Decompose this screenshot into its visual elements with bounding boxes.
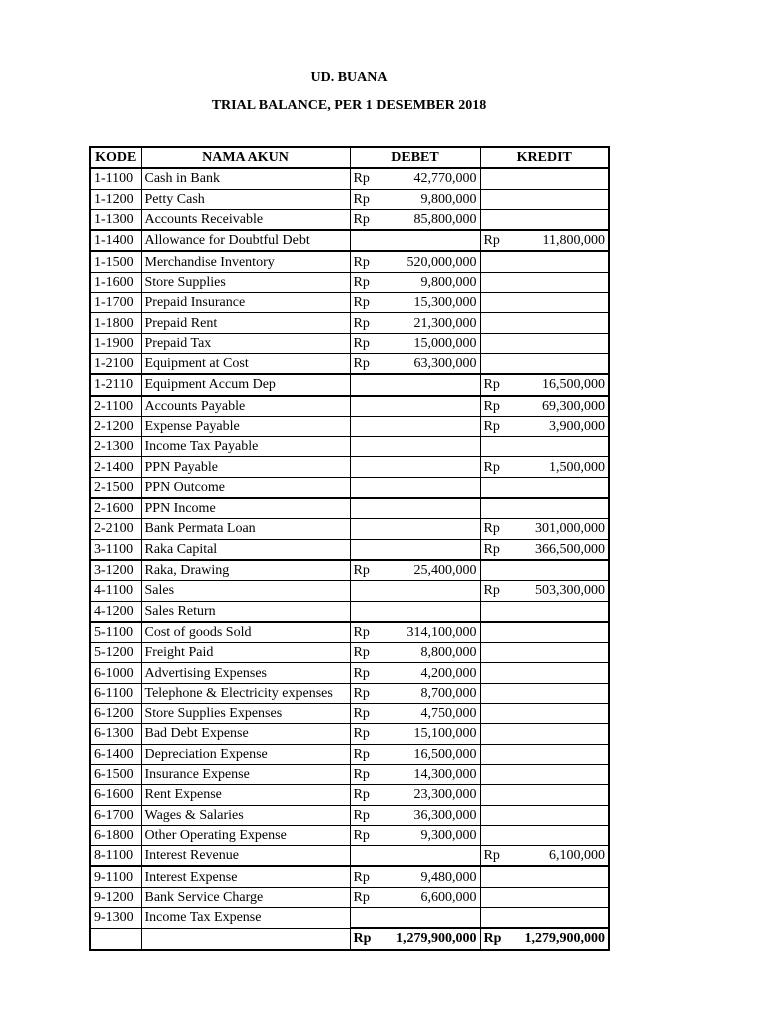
kredit-currency [480, 764, 518, 784]
account-code: 6-1700 [90, 805, 141, 825]
account-code: 4-1200 [90, 601, 141, 622]
debet-currency [350, 519, 390, 539]
header-kredit: KREDIT [480, 147, 609, 168]
kredit-currency: Rp [480, 539, 518, 560]
account-name: Allowance for Doubtful Debt [141, 230, 350, 251]
debet-currency: Rp [350, 744, 390, 764]
kredit-amount [518, 887, 609, 907]
debet-currency [350, 581, 390, 601]
debet-currency [350, 477, 390, 498]
account-code: 6-1000 [90, 663, 141, 683]
account-code: 6-1600 [90, 785, 141, 805]
kredit-amount [518, 333, 609, 353]
debet-currency: Rp [350, 189, 390, 209]
account-name: Accounts Receivable [141, 209, 350, 230]
debet-currency [350, 437, 390, 457]
debet-currency [350, 396, 390, 417]
debet-amount [390, 581, 480, 601]
kredit-amount [518, 189, 609, 209]
account-name: Interest Expense [141, 866, 350, 887]
table-row [90, 866, 609, 887]
debet-amount: 4,200,000 [390, 663, 480, 683]
table-row [90, 230, 609, 251]
kredit-currency [480, 744, 518, 764]
table-row [90, 251, 609, 272]
debet-amount: 15,100,000 [390, 724, 480, 744]
table-row [90, 560, 609, 581]
account-name: Wages & Salaries [141, 805, 350, 825]
kredit-currency: Rp [480, 230, 518, 251]
table-row [90, 272, 609, 292]
account-code: 2-1400 [90, 457, 141, 477]
debet-currency [350, 846, 390, 867]
account-code: 6-1300 [90, 724, 141, 744]
debet-amount [390, 477, 480, 498]
table-row [90, 498, 609, 519]
header-debet: DEBET [350, 147, 480, 168]
account-code: 9-1100 [90, 866, 141, 887]
kredit-amount: 301,000,000 [518, 519, 609, 539]
kredit-currency [480, 825, 518, 845]
debet-currency [350, 230, 390, 251]
table-row [90, 887, 609, 907]
table-row [90, 581, 609, 601]
kredit-amount [518, 866, 609, 887]
debet-amount: 4,750,000 [390, 704, 480, 724]
kredit-currency [480, 887, 518, 907]
table-header-row [90, 147, 609, 168]
kredit-currency [480, 785, 518, 805]
kredit-currency: Rp [480, 396, 518, 417]
debet-currency: Rp [350, 209, 390, 230]
table-row [90, 825, 609, 845]
account-name: Bank Service Charge [141, 887, 350, 907]
debet-currency: Rp [350, 560, 390, 581]
debet-amount [390, 519, 480, 539]
kredit-amount [518, 498, 609, 519]
account-name: Sales Return [141, 601, 350, 622]
account-code: 1-1200 [90, 189, 141, 209]
account-code: 2-1500 [90, 477, 141, 498]
table-row [90, 189, 609, 209]
kredit-amount [518, 724, 609, 744]
account-name: Prepaid Tax [141, 333, 350, 353]
account-code: 6-1200 [90, 704, 141, 724]
kredit-amount: 69,300,000 [518, 396, 609, 417]
debet-amount: 9,800,000 [390, 189, 480, 209]
total-row [90, 928, 609, 949]
debet-currency [350, 498, 390, 519]
account-code: 3-1100 [90, 539, 141, 560]
kredit-currency [480, 168, 518, 189]
kredit-currency [480, 866, 518, 887]
kredit-amount [518, 704, 609, 724]
account-name: Accounts Payable [141, 396, 350, 417]
kredit-currency [480, 209, 518, 230]
table-row [90, 437, 609, 457]
debet-currency [350, 416, 390, 436]
kredit-amount [518, 825, 609, 845]
kredit-currency [480, 724, 518, 744]
total-kode-cell [90, 928, 141, 949]
table-row [90, 764, 609, 784]
debet-amount [390, 416, 480, 436]
account-name: Advertising Expenses [141, 663, 350, 683]
kredit-currency [480, 251, 518, 272]
account-code: 6-1400 [90, 744, 141, 764]
table-row [90, 622, 609, 643]
kredit-amount [518, 805, 609, 825]
kredit-currency [480, 293, 518, 313]
debet-currency [350, 374, 390, 395]
kredit-currency [480, 704, 518, 724]
table-row [90, 333, 609, 353]
account-code: 1-1900 [90, 333, 141, 353]
total-debet-amount: 1,279,900,000 [390, 928, 480, 949]
kredit-amount: 366,500,000 [518, 539, 609, 560]
account-code: 6-1800 [90, 825, 141, 845]
table-row [90, 353, 609, 374]
kredit-currency [480, 189, 518, 209]
debet-amount: 36,300,000 [390, 805, 480, 825]
account-name: Interest Revenue [141, 846, 350, 867]
debet-amount: 6,600,000 [390, 887, 480, 907]
debet-amount [390, 230, 480, 251]
account-code: 1-1300 [90, 209, 141, 230]
kredit-currency [480, 560, 518, 581]
kredit-amount [518, 907, 609, 928]
table-row [90, 457, 609, 477]
kredit-currency [480, 333, 518, 353]
kredit-amount [518, 744, 609, 764]
table-row [90, 907, 609, 928]
debet-amount [390, 601, 480, 622]
table-row [90, 477, 609, 498]
account-code: 8-1100 [90, 846, 141, 867]
table-row [90, 416, 609, 436]
table-row [90, 168, 609, 189]
kredit-currency [480, 601, 518, 622]
account-name: Equipment at Cost [141, 353, 350, 374]
account-code: 2-1200 [90, 416, 141, 436]
debet-amount: 23,300,000 [390, 785, 480, 805]
debet-currency: Rp [350, 313, 390, 333]
kredit-amount [518, 477, 609, 498]
debet-amount: 63,300,000 [390, 353, 480, 374]
debet-amount: 16,500,000 [390, 744, 480, 764]
kredit-currency [480, 622, 518, 643]
debet-amount [390, 457, 480, 477]
kredit-amount: 3,900,000 [518, 416, 609, 436]
account-code: 5-1100 [90, 622, 141, 643]
kredit-amount [518, 560, 609, 581]
account-code: 2-1100 [90, 396, 141, 417]
debet-amount [390, 907, 480, 928]
account-name: Prepaid Rent [141, 313, 350, 333]
debet-currency: Rp [350, 353, 390, 374]
kredit-currency [480, 907, 518, 928]
kredit-currency [480, 313, 518, 333]
debet-amount: 15,300,000 [390, 293, 480, 313]
account-name: Raka Capital [141, 539, 350, 560]
account-code: 1-2100 [90, 353, 141, 374]
account-code: 2-1300 [90, 437, 141, 457]
debet-amount: 85,800,000 [390, 209, 480, 230]
debet-amount [390, 396, 480, 417]
account-name: Telephone & Electricity expenses [141, 683, 350, 703]
table-row [90, 313, 609, 333]
debet-amount [390, 539, 480, 560]
debet-currency [350, 601, 390, 622]
kredit-amount: 16,500,000 [518, 374, 609, 395]
account-name: PPN Income [141, 498, 350, 519]
account-name: Merchandise Inventory [141, 251, 350, 272]
debet-amount: 9,480,000 [390, 866, 480, 887]
kredit-currency: Rp [480, 519, 518, 539]
account-name: Income Tax Expense [141, 907, 350, 928]
kredit-amount [518, 251, 609, 272]
account-name: Other Operating Expense [141, 825, 350, 845]
debet-currency: Rp [350, 887, 390, 907]
table-row [90, 519, 609, 539]
account-name: Income Tax Payable [141, 437, 350, 457]
debet-currency: Rp [350, 272, 390, 292]
debet-currency: Rp [350, 866, 390, 887]
kredit-currency [480, 353, 518, 374]
table-row [90, 724, 609, 744]
debet-amount [390, 437, 480, 457]
trial-balance-table [89, 146, 610, 951]
account-name: Prepaid Insurance [141, 293, 350, 313]
table-row [90, 805, 609, 825]
debet-amount: 520,000,000 [390, 251, 480, 272]
table-row [90, 643, 609, 663]
table-row [90, 785, 609, 805]
account-name: Cash in Bank [141, 168, 350, 189]
debet-currency [350, 539, 390, 560]
account-code: 1-1500 [90, 251, 141, 272]
kredit-amount [518, 353, 609, 374]
debet-currency: Rp [350, 663, 390, 683]
table-row [90, 683, 609, 703]
debet-amount [390, 846, 480, 867]
kredit-currency [480, 272, 518, 292]
kredit-currency [480, 805, 518, 825]
account-code: 6-1100 [90, 683, 141, 703]
account-name: Store Supplies [141, 272, 350, 292]
kredit-amount [518, 622, 609, 643]
table-row [90, 601, 609, 622]
account-name: Bad Debt Expense [141, 724, 350, 744]
kredit-amount [518, 663, 609, 683]
kredit-currency: Rp [480, 457, 518, 477]
kredit-currency: Rp [480, 581, 518, 601]
account-code: 2-2100 [90, 519, 141, 539]
debet-amount: 42,770,000 [390, 168, 480, 189]
total-debet-currency: Rp [350, 928, 390, 949]
kredit-amount [518, 601, 609, 622]
table-row [90, 539, 609, 560]
debet-amount: 25,400,000 [390, 560, 480, 581]
table-row [90, 209, 609, 230]
account-code: 1-1100 [90, 168, 141, 189]
account-name: Raka, Drawing [141, 560, 350, 581]
account-name: Insurance Expense [141, 764, 350, 784]
debet-amount: 15,000,000 [390, 333, 480, 353]
kredit-currency [480, 498, 518, 519]
kredit-amount [518, 168, 609, 189]
table-row [90, 846, 609, 867]
account-code: 1-1600 [90, 272, 141, 292]
account-name: Sales [141, 581, 350, 601]
table-row [90, 396, 609, 417]
kredit-currency [480, 643, 518, 663]
account-code: 1-2110 [90, 374, 141, 395]
kredit-currency [480, 663, 518, 683]
kredit-currency: Rp [480, 416, 518, 436]
kredit-amount [518, 643, 609, 663]
kredit-amount: 6,100,000 [518, 846, 609, 867]
debet-currency: Rp [350, 764, 390, 784]
kredit-amount [518, 764, 609, 784]
kredit-currency [480, 477, 518, 498]
kredit-currency [480, 437, 518, 457]
account-name: Petty Cash [141, 189, 350, 209]
debet-currency: Rp [350, 724, 390, 744]
kredit-amount [518, 272, 609, 292]
kredit-amount: 11,800,000 [518, 230, 609, 251]
account-code: 5-1200 [90, 643, 141, 663]
account-name: Store Supplies Expenses [141, 704, 350, 724]
kredit-currency: Rp [480, 846, 518, 867]
kredit-currency: Rp [480, 374, 518, 395]
total-nama-cell [141, 928, 350, 949]
company-name: UD. BUANA [310, 70, 388, 85]
debet-amount [390, 498, 480, 519]
debet-amount: 314,100,000 [390, 622, 480, 643]
debet-currency: Rp [350, 683, 390, 703]
kredit-amount [518, 785, 609, 805]
table-row [90, 744, 609, 764]
debet-currency [350, 457, 390, 477]
total-kredit-currency: Rp [480, 928, 518, 949]
total-kredit-amount: 1,279,900,000 [518, 928, 609, 949]
kredit-amount [518, 209, 609, 230]
debet-amount: 14,300,000 [390, 764, 480, 784]
table-row [90, 374, 609, 395]
kredit-amount: 1,500,000 [518, 457, 609, 477]
account-code: 2-1600 [90, 498, 141, 519]
debet-currency: Rp [350, 825, 390, 845]
debet-amount: 8,800,000 [390, 643, 480, 663]
kredit-amount [518, 293, 609, 313]
table-row [90, 663, 609, 683]
header-kode: KODE [90, 147, 141, 168]
kredit-amount [518, 313, 609, 333]
account-code: 4-1100 [90, 581, 141, 601]
account-name: PPN Payable [141, 457, 350, 477]
kredit-amount [518, 683, 609, 703]
debet-amount: 9,800,000 [390, 272, 480, 292]
account-name: Cost of goods Sold [141, 622, 350, 643]
debet-currency: Rp [350, 168, 390, 189]
debet-currency: Rp [350, 805, 390, 825]
table-body [90, 168, 609, 928]
account-code: 3-1200 [90, 560, 141, 581]
account-code: 9-1300 [90, 907, 141, 928]
account-code: 1-1400 [90, 230, 141, 251]
debet-currency: Rp [350, 704, 390, 724]
account-name: Bank Permata Loan [141, 519, 350, 539]
debet-currency: Rp [350, 293, 390, 313]
account-name: Depreciation Expense [141, 744, 350, 764]
kredit-currency [480, 683, 518, 703]
debet-currency [350, 907, 390, 928]
debet-currency: Rp [350, 785, 390, 805]
debet-currency: Rp [350, 622, 390, 643]
account-code: 9-1200 [90, 887, 141, 907]
account-name: Rent Expense [141, 785, 350, 805]
account-name: Expense Payable [141, 416, 350, 436]
debet-amount: 21,300,000 [390, 313, 480, 333]
debet-amount: 9,300,000 [390, 825, 480, 845]
account-name: Freight Paid [141, 643, 350, 663]
debet-currency: Rp [350, 251, 390, 272]
kredit-amount: 503,300,000 [518, 581, 609, 601]
kredit-amount [518, 437, 609, 457]
account-code: 1-1700 [90, 293, 141, 313]
table-row [90, 704, 609, 724]
account-name: Equipment Accum Dep [141, 374, 350, 395]
debet-currency: Rp [350, 333, 390, 353]
account-code: 6-1500 [90, 764, 141, 784]
debet-amount [390, 374, 480, 395]
report-title: TRIAL BALANCE, PER 1 DESEMBER 2018 [211, 98, 487, 113]
account-name: PPN Outcome [141, 477, 350, 498]
table-row [90, 293, 609, 313]
debet-currency: Rp [350, 643, 390, 663]
header-nama-akun: NAMA AKUN [141, 147, 350, 168]
account-code: 1-1800 [90, 313, 141, 333]
debet-amount: 8,700,000 [390, 683, 480, 703]
